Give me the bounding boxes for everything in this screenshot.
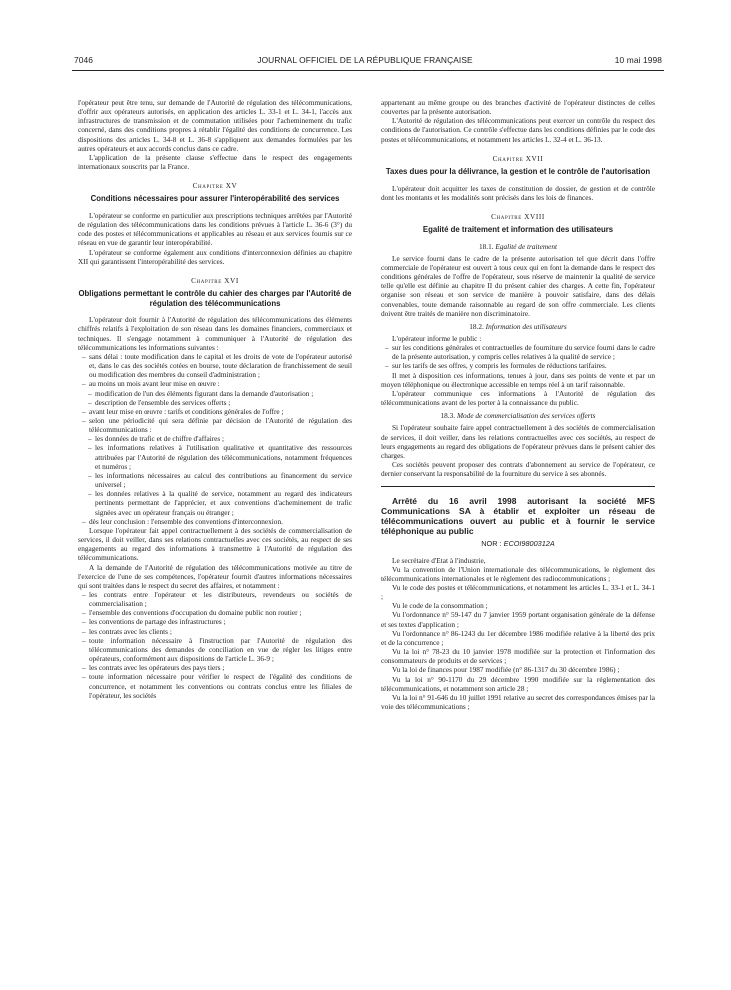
chapter-label: Chapitre XVI — [191, 276, 239, 285]
sub-list-item: – description de l'ensemble des services offerts ; — [78, 398, 352, 407]
paragraph: L'opérateur doit fournir à l'Autorité de régulation des télécommunications des éléments chiffrés relatifs à l'exploitation de son réseau dans les domaines financiers, commerciaux et techniques. Il s'engage notamment à communiquer à l'Autorité de régulation des télécommunications les informations suivantes : — [78, 315, 352, 352]
paragraph: L'opérateur se conforme en particulier aux prescriptions techniques arrêtées par l'Autorité de régulation des télécommunications dans les conditions prévues à l'article L. 36-6 (3°) du code des postes et télécommunications et applicables au réseau et aux services fournis sur ce réseau en vue de garantir leur interopérabilité. — [78, 211, 352, 248]
list-item: – toute information nécessaire pour vérifier le respect de l'égalité des conditions de concurrence, et notamment les conventions ou contrats conclus entre les filiales de l'opérateur, les sociétés — [78, 672, 352, 699]
nor-reference — [381, 539, 655, 548]
decree-separator — [381, 486, 655, 487]
list-item: – les conventions de partage des infrastructures ; — [78, 617, 352, 626]
section-number: 18.3. — [440, 411, 456, 421]
left-column — [78, 98, 352, 700]
paragraph: Vu la loi n° 91-646 du 10 juillet 1991 relative au secret des correspondances émises par la voie des télécommunications ; — [381, 692, 655, 711]
issue-date: 10 mai 1998 — [614, 55, 662, 65]
sub-list-item: – les informations nécessaires au calcul des contributions au financement du service universel ; — [78, 471, 352, 489]
paragraph: l'opérateur peut être tenu, sur demande de l'Autorité de régulation des télécommunications, d'offrir aux opérateurs autorisés, en application des articles L. 33-1 et L. 34-1, l'accès aux infrastructures de transmission et de commutation utilisées pour l'acheminement du trafic concerné, dans des conditions propres à rétablir l'égalité des conditions de concurrence. Les dispositions des articles L. 34-8 et L. 36-8 s'appliquent aux demandes formulées par les autres opérateurs et aux accords conclus dans ce cadre. — [78, 98, 352, 153]
list-item: – dès leur conclusion : l'ensemble des conventions d'interconnexion. — [78, 517, 352, 526]
list-item: – les contrats avec les opérateurs des pays tiers ; — [78, 663, 352, 672]
paragraph: Il met à disposition ces informations, tenues à jour, dans ses points de vente et par un moyen téléphonique ou électronique accessible en temps réel à un tarif raisonnable. — [381, 370, 655, 389]
list-item: – toute information nécessaire à l'instruction par l'Autorité de régulation des télécommunications des demandes de conciliation en vue de régler les litiges entre opérateurs, conformément aux dispositions de l'article L. 36-9 ; — [78, 636, 352, 663]
section-heading — [381, 322, 655, 331]
header-rule — [72, 70, 664, 71]
section-title: Egalité de traitement — [495, 241, 558, 251]
sub-list-item: – les données relatives à la qualité de service, notamment au regard des indicateurs pertinents permettant de l'apprécier, et aux conventions d'acheminement de trafic signées avec un opérateur français ou étranger ; — [78, 489, 352, 516]
paragraph: Vu la loi de finances pour 1987 modifiée (n° 86-1317 du 30 décembre 1986) ; — [392, 665, 620, 675]
paragraph: L'opérateur informe le public : — [392, 334, 482, 343]
paragraph: L'opérateur doit acquitter les taxes de constitution de dossier, de gestion et de contrôle dont les montants et les modalités sont précisés dans les lois de finances. — [381, 183, 655, 202]
chapter-title: Obligations permettant le contrôle du cahier des charges par l'Autorité de régulation des télécommunications — [78, 289, 352, 308]
chapter-label: Chapitre XV — [192, 182, 238, 191]
section-number: 18.1. — [478, 241, 494, 251]
page-number: 7046 — [74, 55, 94, 65]
paragraph: Vu l'ordonnance n° 59-147 du 7 janvier 1959 portant organisation générale de la défense et ses textes d'application ; — [381, 610, 655, 629]
list-item: – sur les conditions générales et contractuelles de fourniture du service fourni dans le cadre de la présente autorisation, y compris celles relatives à la qualité de service ; — [381, 343, 655, 361]
paragraph: A la demande de l'Autorité de régulation des télécommunications motivée au titre de l'exercice de l'une de ses compétences, l'opérateur fournit d'autres informations nécessaires qui sont traitées dans le respect du secret des affaires, et notamment : — [78, 562, 352, 590]
list-item: – sur les tarifs de ses offres, y compris les formules de réductions tarifaires. — [381, 361, 655, 370]
paragraph: L'Autorité de régulation des télécommunications peut exercer un contrôle du respect des conditions de l'autorisation. Ce contrôle s'effectue dans les conditions définies par le code des postes et télécommunications, et notamment les articles L. 32-4 et L. 36-13. — [381, 116, 655, 144]
section-title: Mode de commercialisation des services offerts — [456, 411, 596, 421]
paragraph: Vu la loi n° 90-1170 du 29 décembre 1990 modifiée sur la réglementation des télécommunications, et notamment son article 28 ; — [381, 674, 655, 693]
chapter-title: Taxes dues pour la délivrance, la gestion et le contrôle de l'autorisation — [385, 166, 651, 176]
chapter-label: Chapitre XVII — [492, 154, 544, 163]
chapter-title: Conditions nécessaires pour assurer l'interopérabilité des services — [90, 194, 340, 204]
right-column — [381, 98, 655, 711]
sub-list-item: – les données de trafic et de chiffre d'affaires ; — [78, 434, 352, 443]
section-heading — [381, 411, 655, 420]
list-item: – l'ensemble des conventions d'occupation du domaine public non routier ; — [78, 608, 352, 617]
paragraph: Vu la loi n° 78-23 du 10 janvier 1978 modifiée sur la protection et l'information des consommateurs de produits et de services ; — [381, 647, 655, 666]
journal-title: JOURNAL OFFICIEL DE LA RÉPUBLIQUE FRANÇAISE — [257, 55, 473, 65]
section-heading — [381, 242, 655, 251]
nor-code: ECOI9800312A — [503, 539, 555, 549]
paragraph: Vu l'ordonnance n° 86-1243 du 1er décembre 1986 modifiée relative à la liberté des prix et de la concurrence ; — [381, 628, 655, 647]
running-header — [68, 55, 662, 69]
list-item: – les contrats entre l'opérateur et les distributeurs, revendeurs ou sociétés de commercialisation ; — [78, 590, 352, 608]
paragraph: Si l'opérateur souhaite faire appel contractuellement à des sociétés de commercialisation de services, il doit veiller, dans les relations contractuelles avec ces sociétés, au respect de leurs engagements au regard des obligations de l'opérateur prévues dans le présent cahier des charges. — [381, 423, 655, 460]
paragraph: Vu le code des postes et télécommunications, et notamment les articles L. 33-1 et L. 34-1 ; — [381, 582, 655, 602]
decree-title: Arrêté du 16 avril 1998 autorisant la société MFS Communications SA à établir et exploiter un réseau de télécommunications ouvert au public et à fournir le service téléphonique au public — [381, 496, 655, 537]
list-item: – les contrats avec les clients ; — [78, 627, 352, 636]
paragraph: L'opérateur se conforme également aux conditions d'interconnexion définies au chapitre XII qui garantissent l'interopérabilité des services. — [78, 247, 352, 266]
paragraph: Le service fourni dans le cadre de la présente autorisation tel que décrit dans l'offre commerciale de l'opérateur est ouvert à tous ceux qui en font la demande dans le respect des conditions générales de l'offre de l'opérateur, sous réserve de maintenir la qualité de service telle qu'elle est définie au chapitre II du présent cahier des charges. A cette fin, l'opérateur organise son réseau et son service de manière à pouvoir satisfaire, dans des délais convenables, toute demande raisonnable au regard de son offre commerciale. Les clients doivent être traités de manière non discriminatoire. — [381, 253, 655, 318]
nor-label: NOR : — [481, 539, 502, 549]
list-item: – avant leur mise en œuvre : tarifs et conditions générales de l'offre ; — [78, 407, 352, 416]
chapter-label: Chapitre XVIII — [491, 212, 545, 221]
sub-list-item: – les informations relatives à l'utilisation qualitative et quantitative des ressources attribuées par l'Autorité de régulation des télécommunications, notamment fréquences et numéros ; — [78, 443, 352, 470]
paragraph: Ces sociétés peuvent proposer des contrats d'abonnement au service de l'opérateur, ce dernier conservant la responsabilité de la fourniture du service à ses abonnés. — [381, 460, 655, 479]
sub-list-item: – modification de l'un des éléments figurant dans la demande d'autorisation ; — [78, 389, 352, 398]
paragraph: appartenant au même groupe ou des branches d'activité de l'opérateur distinctes de celles couvertes par la présente autorisation. — [381, 98, 655, 117]
paragraph: L'opérateur communique ces informations à l'Autorité de régulation des télécommunications avant de les porter à la connaissance du public. — [381, 388, 655, 408]
paragraph: Lorsque l'opérateur fait appel contractuellement à des sociétés de commercialisation de services, il doit veiller, dans ses relations contractuelles avec ces sociétés, au respect de ses engagements au regard des informations à transmettre à l'Autorité de régulation des télécommunications. — [78, 525, 352, 563]
list-item: – selon une périodicité qui sera définie par décision de l'Autorité de régulation des télécommunications : — [78, 416, 352, 434]
paragraph: L'application de la présente clause s'effectue dans le respect des engagements internationaux souscrits par la France. — [78, 152, 352, 172]
paragraph: Le secrétaire d'Etat à l'industrie, — [392, 555, 486, 565]
section-number: 18.2. — [469, 321, 484, 331]
paragraph: Vu la convention de l'Union internationale des télécommunications, le règlement des télécommunications internationales et le règlement des radiocommunications ; — [381, 564, 655, 583]
list-item: – sans délai : toute modification dans le capital et les droits de vote de l'opérateur autorisé et, dans le cas des sociétés cotées en bourse, toute déclaration de franchissement de seuil ou modification des membres du conseil d'administration ; — [78, 352, 352, 379]
chapter-title: Egalité de traitement et information des utilisateurs — [422, 225, 614, 234]
section-title: Information des utilisateurs — [485, 321, 567, 331]
list-item: – au moins un mois avant leur mise en œuvre : — [78, 379, 352, 388]
paragraph: Vu le code de la consommation ; — [392, 601, 488, 611]
